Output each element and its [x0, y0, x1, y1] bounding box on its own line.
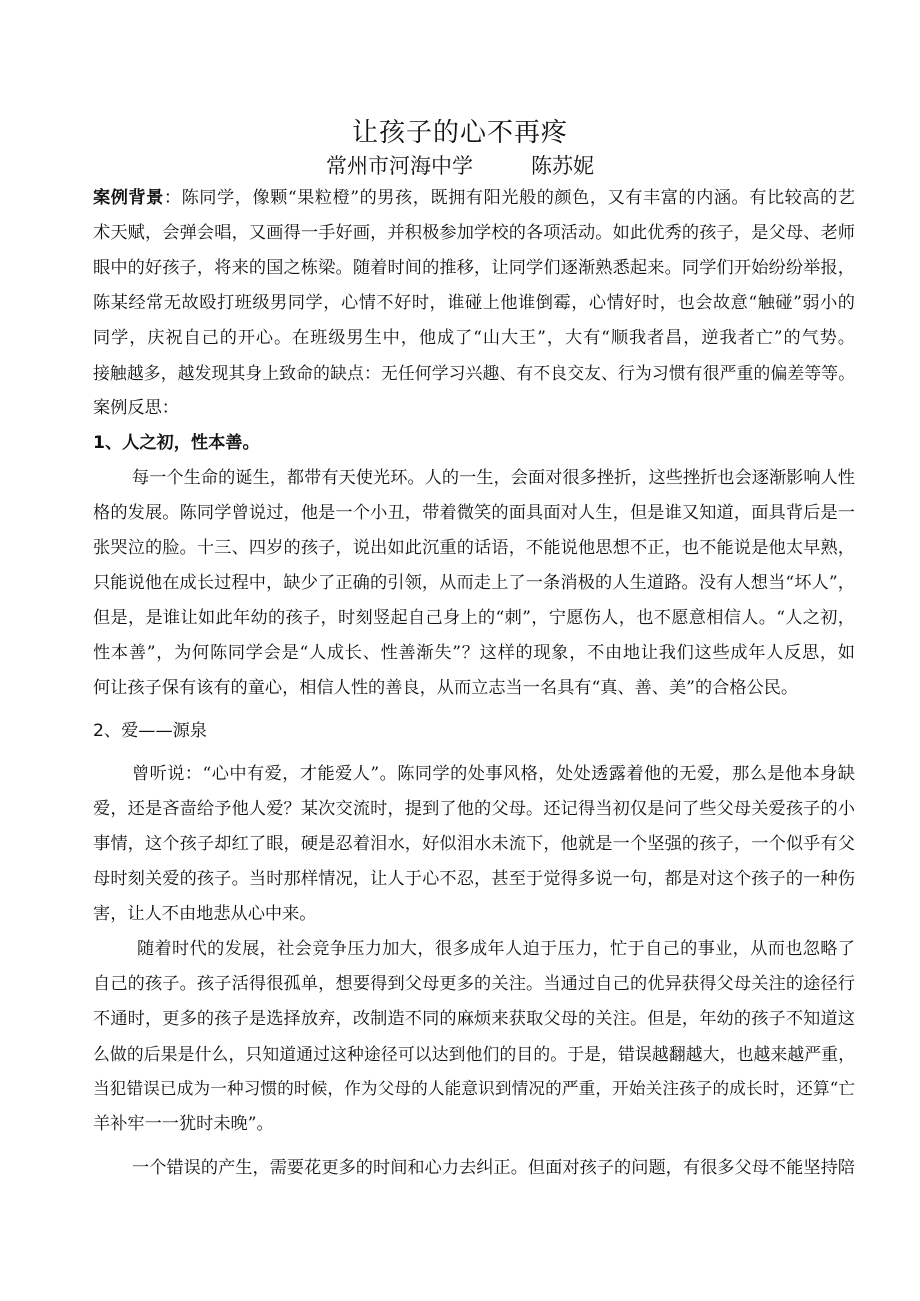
section2-para1-line: 爱，还是吝啬给予他人爱？某次交流时，提到了他的父母。还记得当初仅是问了些父母关爱孩子的小: [93, 799, 855, 819]
section2-para3-line: 一个错误的产生，需要花更多的时间和心力去纠正。但面对孩子的问题，有很多父母不能坚持陪: [132, 1158, 855, 1178]
section2-para1-line: 害，让人不由地悲从心中来。: [93, 904, 317, 924]
section1-line: 每一个生命的诞生，都带有天使光环。人的一生，会面对很多挫折，这些挫折也会逐渐影响人性: [132, 468, 855, 488]
reflection-label: 案例反思：: [93, 398, 179, 418]
section1-line: 但是，是谁让如此年幼的孩子，时刻竖起自己身上的“刺”，宁愿伤人，也不愿意相信人。“人之初，: [93, 608, 855, 628]
section2-para2-line: 随着时代的发展，社会竞争压力加大，很多成年人迫于压力，忙于自己的事业，从而也忽略了: [137, 939, 855, 959]
section2-para1-line: 母时刻关爱的孩子。当时那样情况，让人于心不忍，甚至于觉得多说一句，都是对这个孩子的一种伤: [93, 869, 855, 889]
section1-line: 张哭泣的脸。十三、四岁的孩子，说出如此沉重的话语，不能说他思想不正，也不能说是他太早熟，: [93, 538, 855, 558]
background-line: 同学，庆祝自己的开心。在班级男生中，他成了“山大王”，大有“顺我者昌，逆我者亡”的气势。: [93, 328, 855, 348]
section1-line: 格的发展。陈同学曾说过，他是一个小丑，带着微笑的面具面对人生，但是谁又知道，面具背后是一: [93, 503, 855, 523]
author-name: 陈苏妮: [531, 154, 594, 178]
background-label: 案例背景: [93, 188, 164, 208]
section1-line: 只能说他在成长过程中，缺少了正确的引领，从而走上了一条消极的人生道路。没有人想当“坏人”，: [93, 573, 855, 593]
background-line: 接触越多，越发现其身上致命的缺点：无任何学习兴趣、有不良交友、行为习惯有很严重的偏差等等。: [93, 363, 855, 383]
section2-para2-line: 羊补牢一一犹时未晚”。: [93, 1114, 274, 1134]
section2-para2-line: 不通时，更多的孩子是选择放弃，改制造不同的麻烦来获取父母的关注。但是，年幼的孩子不知道这: [93, 1009, 855, 1029]
background-line: 术天赋，会弹会唱，又画得一手好画，并积极参加学校的各项活动。如此优秀的孩子，是父母、老师: [93, 223, 855, 243]
section2-para2-line: 当犯错误已成为一种习惯的时候，作为父母的人能意识到情况的严重，开始关注孩子的成长时，还算“亡: [93, 1079, 855, 1098]
section1-heading: 1、人之初，性本善。: [93, 433, 260, 453]
section1-line: 性本善”，为何陈同学会是“人成长、性善渐失”？这样的现象，不由地让我们这些成年人反思，如: [93, 643, 855, 663]
author-byline: [0, 150, 920, 180]
background-line: 眼中的好孩子，将来的国之栋梁。随着时间的推移，让同学们逐渐熟悉起来。同学们开始纷纷举报，: [93, 258, 855, 278]
section2-para2-line: 自己的孩子。孩子活得很孤单，想要得到父母更多的关注。当通过自己的优异获得父母关注的途径行: [93, 974, 855, 994]
background-line: 案例背景：陈同学，像颗“果粒橙”的男孩，既拥有阳光般的颜色，又有丰富的内涵。有比较高的艺: [93, 188, 855, 208]
section2-para1-line: 事情，这个孩子却红了眼，硬是忍着泪水，好似泪水未流下，他就是一个坚强的孩子，一个似乎有父: [93, 834, 855, 854]
section2-para1-line: 曾听说：“心中有爱，才能爱人”。陈同学的处事风格，处处透露着他的无爱，那么是他本身缺: [132, 764, 855, 784]
section1-line: 何让孩子保有该有的童心，相信人性的善良，从而立志当一名具有“真、善、美”的合格公民。: [93, 678, 799, 698]
school-name: 常州市河海中学: [326, 154, 473, 178]
section2-para2-line: 么做的后果是什么，只知道通过这种途径可以达到他们的目的。于是，错误越翻越大，也越来越严重，: [93, 1044, 855, 1064]
section2-heading: 2、爱——源泉: [93, 721, 208, 741]
page-title: 让孩子的心不再疼: [351, 118, 568, 148]
background-line: 陈某经常无故殴打班级男同学，心情不好时，谁碰上他谁倒霉，心情好时，也会故意“触碰”弱小的: [93, 293, 855, 313]
